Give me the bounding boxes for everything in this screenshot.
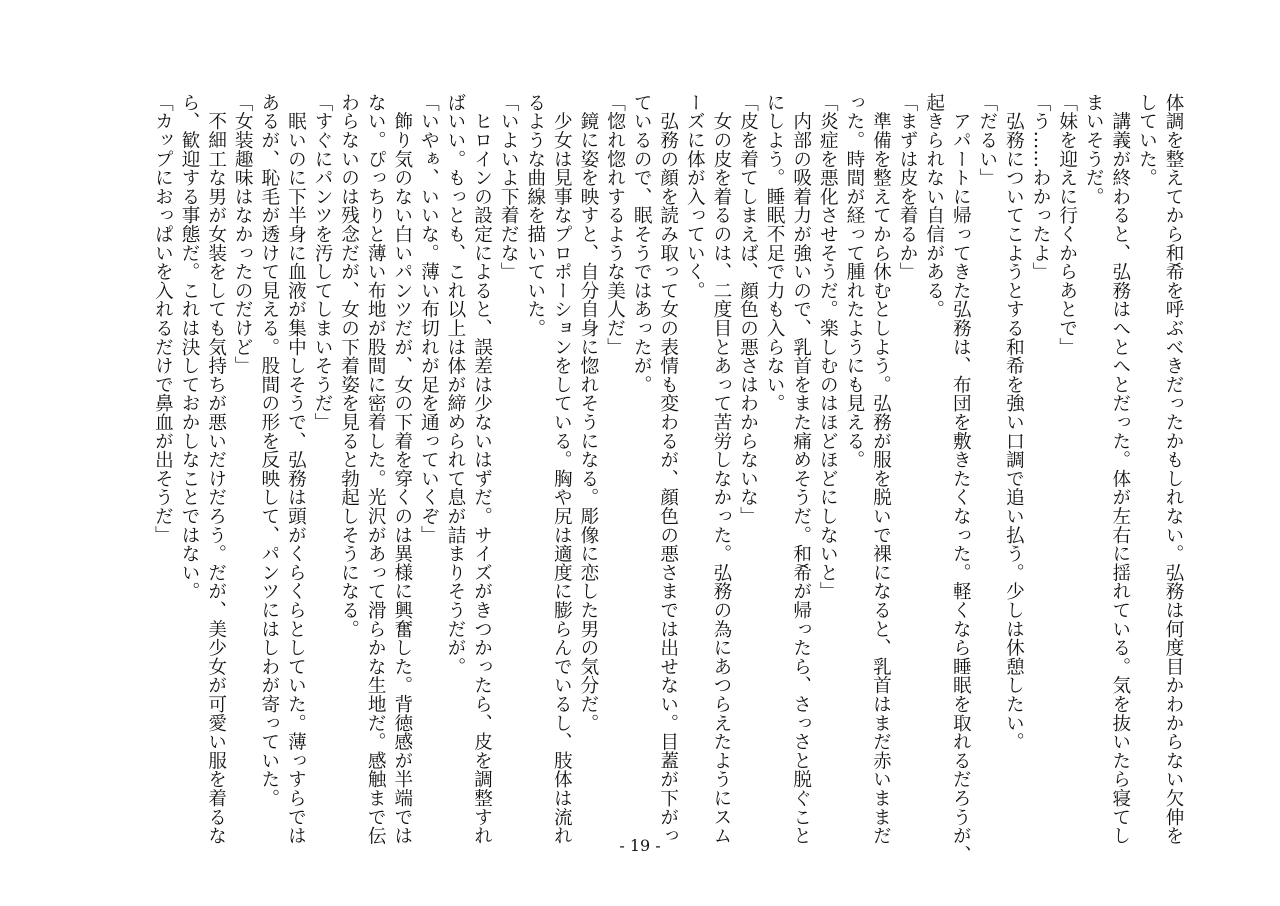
- text-line: 「だるい」: [976, 93, 998, 187]
- text-line: 講義が終わると、弘務はへとへとだった。体が左右に揺れている。気を抜いたら寝てし: [1109, 93, 1131, 845]
- text-line: 「女装趣味はなかったのだけど」: [232, 93, 254, 375]
- text-line: るような曲線を描いていた。: [524, 93, 546, 338]
- text-line: 「妹を迎えに行くからあとで」: [1056, 93, 1078, 357]
- page-number: - 19 -: [619, 836, 661, 855]
- text-line: ら、歓迎する事態だ。これは決しておかしなことではない。: [179, 93, 201, 601]
- text-line: していた。: [1136, 93, 1158, 187]
- text-line: 「う……わかったよ」: [1030, 93, 1052, 281]
- text-line: 起きられない自信がある。: [923, 93, 945, 319]
- text-line: 少女は見事なプロポーションをしている。胸や尻は適度に膨らんでいるし、肢体は流れ: [551, 93, 573, 845]
- text-line: 女の皮を着るのは、二度目とあって苦労しなかった。弘務の為にあつらえたようにスム: [710, 93, 732, 845]
- text-line: にしよう。睡眠不足で力も入らない。: [764, 93, 786, 413]
- text-line: 不細工な男が女装をしても気持ちが悪いだけだろう。だが、美少女が可愛い服を着るな: [205, 93, 227, 845]
- text-line: ーズに体が入っていく。: [684, 93, 706, 300]
- text-line: 「いよいよ下着だな」: [498, 93, 520, 281]
- text-line: ヒロインの設定によると、誤差は少ないはずだ。サイズがきつかったら、皮を調整すれ: [471, 93, 493, 845]
- text-line: 鏡に姿を映すと、自分自身に惚れそうになる。彫像に恋した男の気分だ。: [577, 93, 599, 733]
- text-line: あるが、恥毛が透けて見える。股間の形を反映して、パンツにはしわが寄っていた。: [258, 93, 280, 808]
- text-line: 「皮を着てしまえば、顔色の悪さはわからないな」: [737, 93, 759, 526]
- text-line: 「炎症を悪化させそうだ。楽しむのはほどほどにしないと」: [817, 93, 839, 601]
- text-line: ているので、眠そうではあったが。: [631, 93, 653, 394]
- text-line: 「惚れ惚れするような美人だ」: [604, 93, 626, 357]
- text-line: 飾り気のない白いパンツだが、女の下着を穿くのは異様に興奮した。背徳感が半端では: [391, 93, 413, 845]
- text-line: 「まずは皮を着るか」: [897, 93, 919, 281]
- text-line: 弘務の顔を読み取って女の表情も変わるが、顔色の悪さまでは出せない。目蓋が下がっ: [657, 93, 679, 845]
- text-line: 「いやぁ、いいな。薄い布切れが足を通っていくぞ」: [418, 93, 440, 545]
- text-line: ばいい。もっとも、これ以上は体が締められて息が詰まりそうだが。: [444, 93, 466, 676]
- text-line: ない。ぴっちりと薄い布地が股間に密着した。光沢があって滑らかな生地だ。感触まで伝: [365, 93, 387, 845]
- text-line: 準備を整えてから休むとしよう。弘務が服を脱いで裸になると、乳首はまだ赤いままだ: [870, 93, 892, 845]
- text-line: 体調を整えてから和希を呼ぶべきだったかもしれない。弘務は何度目かわからない欠伸を: [1163, 93, 1184, 845]
- text-line: 弘務についてこようとする和希を強い口調で追い払う。少しは休憩したい。: [1003, 93, 1025, 751]
- text-line: まいそうだ。: [1083, 93, 1105, 206]
- text-line: った。時間が経って腫れたようにも見える。: [843, 93, 865, 469]
- text-line: 「すぐにパンツを汚してしまいそうだ」: [312, 93, 333, 432]
- text-line: アパートに帰ってきた弘務は、布団を敷きたくなった。軽くなら睡眠を取れるだろうが、: [950, 93, 972, 864]
- text-line: 「カップにおっぱいを入れるだけで鼻血が出そうだ」: [152, 93, 174, 545]
- text-line: 眠いのに下半身に血液が集中しそうで、弘務は頭がくらくらとしていた。薄っすらでは: [285, 93, 307, 845]
- text-line: わらないのは残念だが、女の下着姿を見ると勃起しそうになる。: [338, 93, 360, 639]
- text-line: 内部の吸着力が強いので、乳首をまた痛めそうだ。和希が帰ったら、さっさと脱ぐこと: [790, 93, 812, 845]
